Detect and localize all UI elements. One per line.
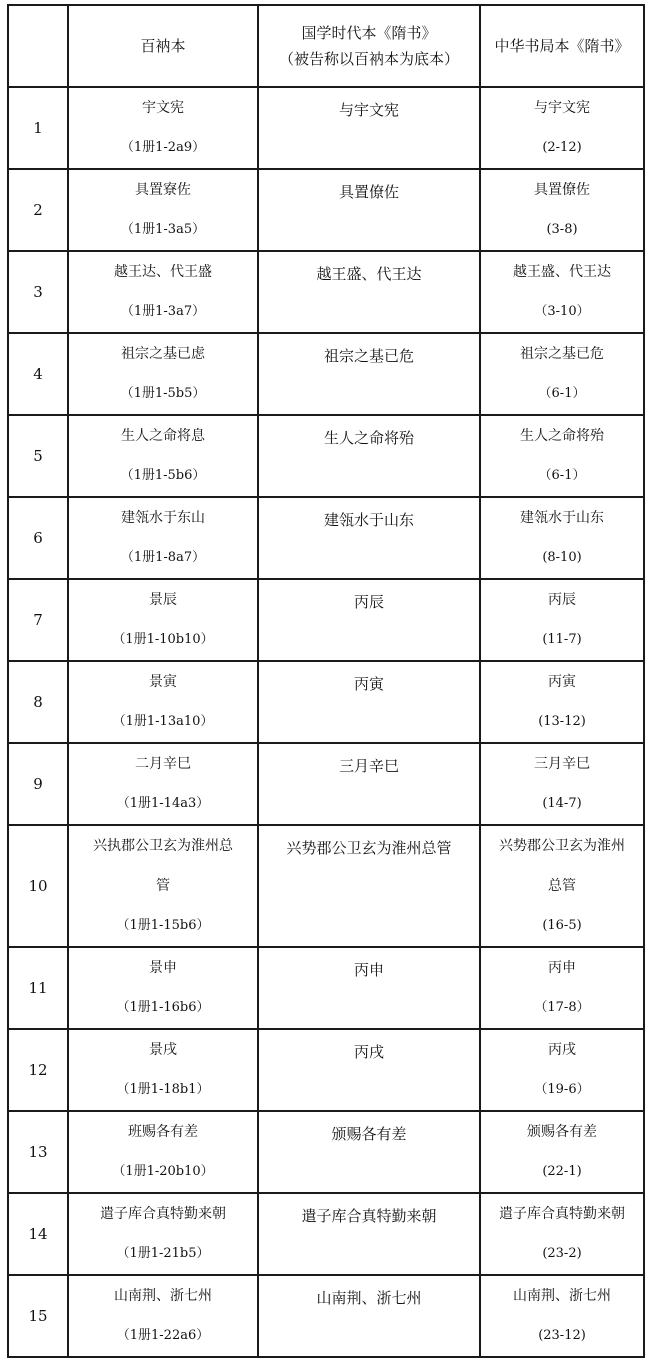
zhonghua-text: 具置僚佐	[534, 182, 590, 198]
guoxue-text: 丙戌	[353, 1043, 384, 1061]
zhonghua-text: 与宇文宪	[534, 100, 590, 116]
zhonghua-text: 生人之命将殆	[520, 428, 604, 444]
guoxue-text: 建瓴水于山东	[323, 511, 414, 529]
bainaben-text: 二月辛巳	[135, 756, 191, 772]
bainaben-text-cont: 管	[156, 878, 170, 894]
header-guoxue	[258, 5, 480, 87]
guoxue-cell	[258, 661, 480, 743]
bainaben-cell	[68, 825, 258, 947]
bainaben-ref: （1册1-5b5）	[120, 386, 206, 401]
zhonghua-cell	[480, 947, 644, 1029]
zhonghua-ref: （6-1）	[538, 468, 586, 483]
bainaben-text: 祖宗之基已虑	[121, 346, 205, 362]
zhonghua-ref: (13-12)	[538, 714, 586, 729]
zhonghua-ref: （19-6）	[534, 1082, 590, 1097]
table-row	[8, 415, 644, 497]
bainaben-ref: （1册1-13a10）	[112, 714, 214, 729]
guoxue-cell	[258, 169, 480, 251]
guoxue-cell	[258, 87, 480, 169]
zhonghua-text: 丙戌	[548, 1042, 576, 1058]
guoxue-text: 丙申	[353, 961, 384, 979]
row-number: 2	[8, 169, 68, 251]
header-zhonghua: 中华书局本《隋书》	[480, 5, 644, 87]
zhonghua-cell	[480, 333, 644, 415]
bainaben-ref: （1册1-2a9）	[120, 140, 206, 155]
zhonghua-ref: (8-10)	[542, 550, 582, 565]
zhonghua-text-cont: 总管	[548, 878, 576, 894]
zhonghua-ref: (3-8)	[546, 222, 578, 237]
guoxue-text: 丙寅	[353, 675, 384, 693]
row-number: 4	[8, 333, 68, 415]
header-bainaben: 百衲本	[68, 5, 258, 87]
guoxue-text: 越王盛、代王达	[316, 265, 422, 283]
bainaben-ref: （1册1-3a5）	[120, 222, 206, 237]
row-number: 1	[8, 87, 68, 169]
zhonghua-cell	[480, 415, 644, 497]
row-number: 5	[8, 415, 68, 497]
bainaben-cell	[68, 1111, 258, 1193]
guoxue-text: 颁赐各有差	[331, 1125, 407, 1143]
row-number: 3	[8, 251, 68, 333]
guoxue-cell	[258, 251, 480, 333]
bainaben-cell	[68, 87, 258, 169]
bainaben-cell	[68, 251, 258, 333]
bainaben-text: 山南荆、浙七州	[114, 1288, 212, 1304]
zhonghua-ref: (22-1)	[542, 1164, 582, 1179]
bainaben-ref: （1册1-18b1）	[116, 1082, 210, 1097]
zhonghua-cell	[480, 497, 644, 579]
bainaben-cell	[68, 579, 258, 661]
guoxue-text: 与宇文宪	[338, 101, 399, 119]
table-row	[8, 1275, 644, 1357]
row-number: 6	[8, 497, 68, 579]
bainaben-cell	[68, 415, 258, 497]
table-row	[8, 579, 644, 661]
bainaben-text: 建瓴水于东山	[121, 510, 205, 526]
zhonghua-text: 祖宗之基已危	[520, 346, 604, 362]
guoxue-cell	[258, 743, 480, 825]
zhonghua-ref: (16-5)	[542, 918, 582, 933]
guoxue-text: 丙辰	[353, 593, 384, 611]
zhonghua-text: 丙辰	[548, 592, 576, 608]
header-guoxue-note: （被告称以百衲本为底本）	[278, 50, 459, 68]
zhonghua-text: 建瓴水于山东	[520, 510, 604, 526]
bainaben-text: 景戌	[149, 1042, 177, 1058]
row-number: 12	[8, 1029, 68, 1111]
bainaben-cell	[68, 743, 258, 825]
bainaben-cell	[68, 1029, 258, 1111]
bainaben-ref: （1册1-10b10）	[112, 632, 214, 647]
zhonghua-text: 丙寅	[548, 674, 576, 690]
bainaben-cell	[68, 1275, 258, 1357]
bainaben-text: 景申	[149, 960, 177, 976]
guoxue-text: 兴势郡公卫玄为淮州总管	[286, 839, 452, 857]
bainaben-ref: （1册1-22a6）	[116, 1328, 210, 1343]
guoxue-text: 生人之命将殆	[323, 429, 414, 447]
guoxue-cell	[258, 1111, 480, 1193]
zhonghua-cell	[480, 825, 644, 947]
guoxue-cell	[258, 415, 480, 497]
guoxue-cell	[258, 1193, 480, 1275]
bainaben-ref: （1册1-15b6）	[116, 918, 210, 933]
bainaben-text: 越王达、代王盛	[114, 264, 212, 280]
bainaben-cell	[68, 497, 258, 579]
bainaben-ref: （1册1-14a3）	[116, 796, 210, 811]
table-row	[8, 1029, 644, 1111]
zhonghua-ref: (23-2)	[542, 1246, 582, 1261]
bainaben-cell	[68, 333, 258, 415]
row-number: 14	[8, 1193, 68, 1275]
bainaben-text: 景辰	[149, 592, 177, 608]
zhonghua-ref: (2-12)	[542, 140, 582, 155]
row-number: 11	[8, 947, 68, 1029]
table-row	[8, 1193, 644, 1275]
zhonghua-ref: （3-10）	[534, 304, 590, 319]
guoxue-text: 祖宗之基已危	[323, 347, 414, 365]
table-row	[8, 947, 644, 1029]
zhonghua-text: 丙申	[548, 960, 576, 976]
guoxue-cell	[258, 333, 480, 415]
row-number: 10	[8, 825, 68, 947]
table-row	[8, 497, 644, 579]
zhonghua-cell	[480, 1275, 644, 1357]
table-row	[8, 87, 644, 169]
zhonghua-cell	[480, 743, 644, 825]
bainaben-text: 生人之命将息	[121, 428, 205, 444]
bainaben-ref: （1册1-20b10）	[112, 1164, 214, 1179]
zhonghua-text: 三月辛巳	[534, 756, 590, 772]
zhonghua-cell	[480, 169, 644, 251]
zhonghua-ref: (11-7)	[542, 632, 582, 647]
bainaben-ref: （1册1-8a7）	[120, 550, 206, 565]
bainaben-ref: （1册1-3a7）	[120, 304, 206, 319]
zhonghua-cell	[480, 661, 644, 743]
header-row	[8, 5, 644, 87]
bainaben-ref: （1册1-5b6）	[120, 468, 206, 483]
guoxue-text: 遣子库合真特勤来朝	[301, 1207, 437, 1225]
table-row	[8, 333, 644, 415]
row-number: 13	[8, 1111, 68, 1193]
guoxue-cell	[258, 1275, 480, 1357]
zhonghua-text: 遣子库合真特勤来朝	[499, 1206, 625, 1222]
bainaben-text: 宇文宪	[142, 100, 184, 116]
table-row	[8, 661, 644, 743]
row-number: 9	[8, 743, 68, 825]
guoxue-cell	[258, 497, 480, 579]
comparison-table	[7, 4, 645, 1358]
bainaben-text: 景寅	[149, 674, 177, 690]
bainaben-text: 遣子库合真特勤来朝	[100, 1206, 226, 1222]
zhonghua-text: 兴势郡公卫玄为淮州	[499, 838, 625, 854]
zhonghua-cell	[480, 1193, 644, 1275]
row-number: 8	[8, 661, 68, 743]
bainaben-cell	[68, 947, 258, 1029]
zhonghua-cell	[480, 87, 644, 169]
guoxue-text: 具置僚佐	[338, 183, 399, 201]
zhonghua-cell	[480, 579, 644, 661]
zhonghua-ref: (14-7)	[542, 796, 582, 811]
guoxue-cell	[258, 947, 480, 1029]
table-row	[8, 1111, 644, 1193]
bainaben-ref: （1册1-16b6）	[116, 1000, 210, 1015]
zhonghua-cell	[480, 251, 644, 333]
guoxue-cell	[258, 579, 480, 661]
zhonghua-ref: （17-8）	[534, 1000, 590, 1015]
table-row	[8, 825, 644, 947]
zhonghua-ref: (23-12)	[538, 1328, 586, 1343]
bainaben-cell	[68, 169, 258, 251]
guoxue-text: 三月辛巳	[338, 757, 399, 775]
bainaben-cell	[68, 1193, 258, 1275]
zhonghua-cell	[480, 1029, 644, 1111]
zhonghua-text: 山南荆、浙七州	[513, 1288, 611, 1304]
zhonghua-ref: （6-1）	[538, 386, 586, 401]
bainaben-ref: （1册1-21b5）	[116, 1246, 210, 1261]
row-number: 15	[8, 1275, 68, 1357]
row-number: 7	[8, 579, 68, 661]
table-row	[8, 251, 644, 333]
zhonghua-text: 越王盛、代王达	[513, 264, 611, 280]
header-guoxue-title: 国学时代本《隋书》	[301, 24, 437, 42]
guoxue-text: 山南荆、浙七州	[316, 1289, 422, 1307]
bainaben-text: 班赐各有差	[128, 1124, 198, 1140]
guoxue-cell	[258, 1029, 480, 1111]
bainaben-text: 具置寮佐	[135, 182, 191, 198]
bainaben-text: 兴执郡公卫玄为淮州总	[93, 838, 233, 854]
guoxue-cell	[258, 825, 480, 947]
table-row	[8, 743, 644, 825]
header-number	[8, 5, 68, 87]
table-row	[8, 169, 644, 251]
bainaben-cell	[68, 661, 258, 743]
zhonghua-text: 颁赐各有差	[527, 1124, 597, 1140]
zhonghua-cell	[480, 1111, 644, 1193]
